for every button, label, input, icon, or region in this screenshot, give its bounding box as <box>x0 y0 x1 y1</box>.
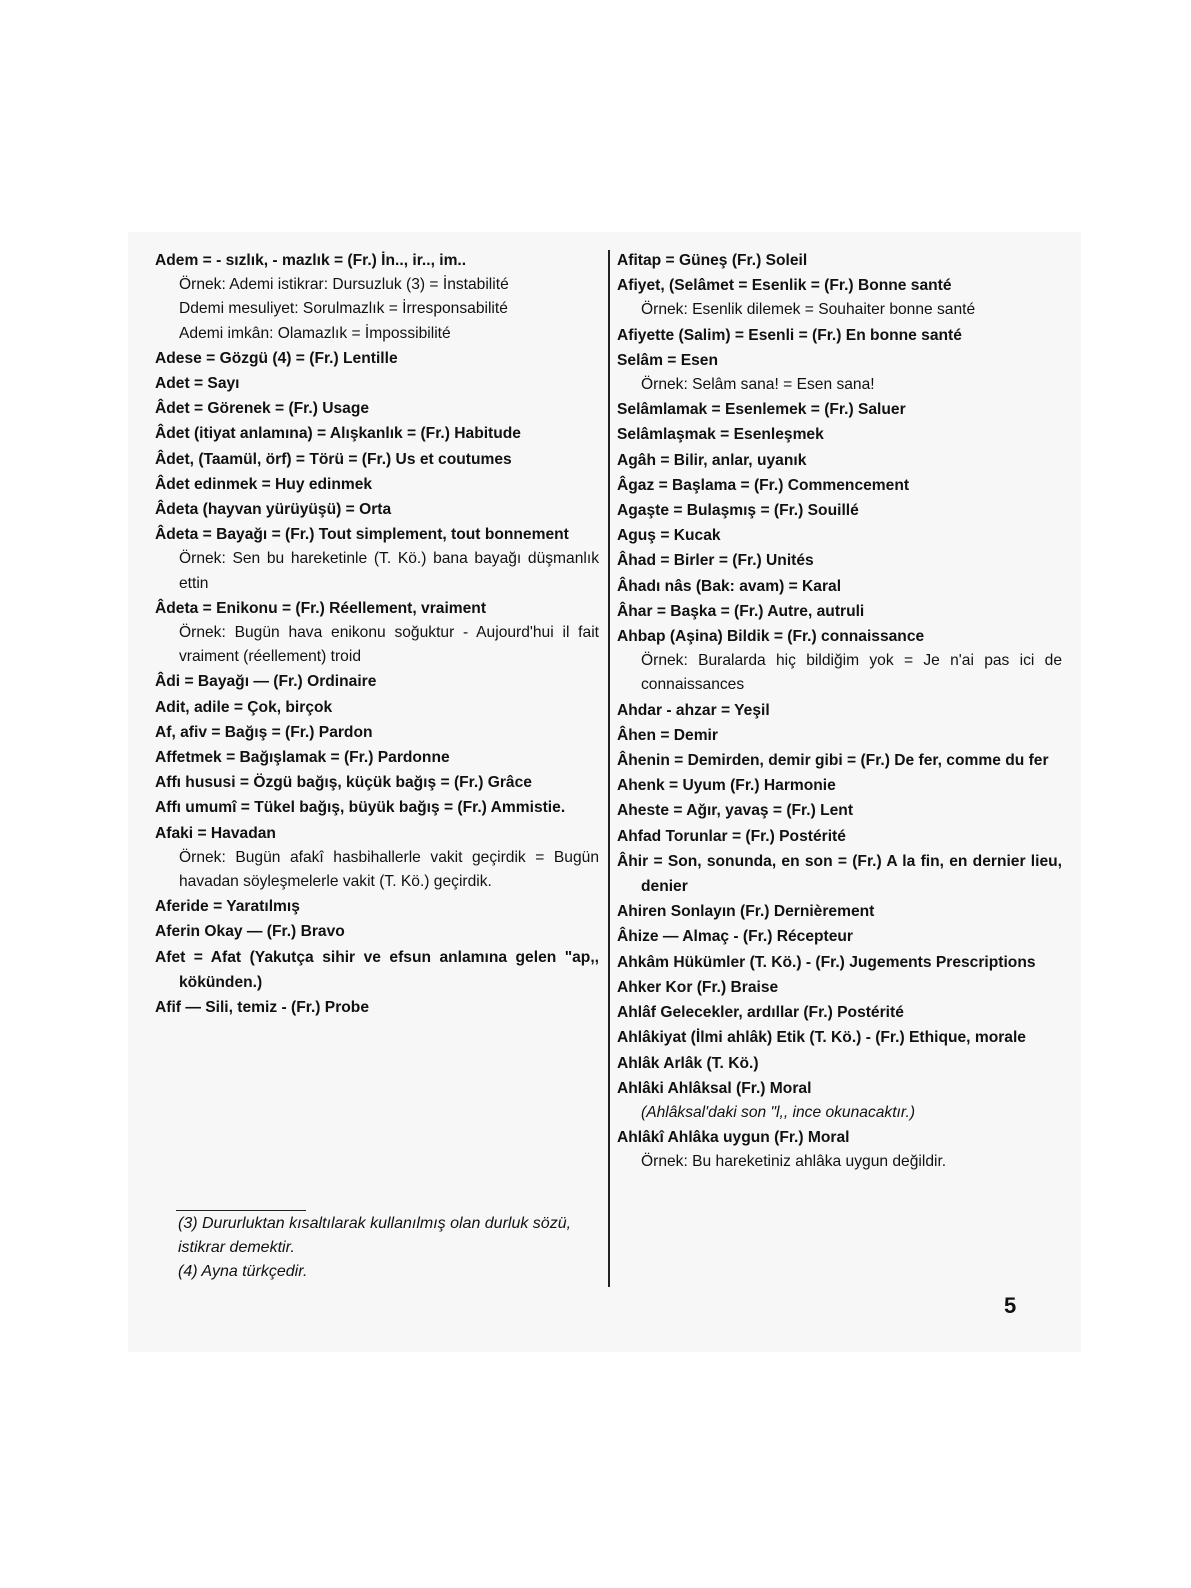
example-text: Örnek: Selâm sana! = Esen sana! <box>641 376 875 394</box>
entry-headword: Âgaz <box>617 476 655 494</box>
entry-definition: = Havadan <box>193 824 276 842</box>
entry-headword: Ahlâkî <box>617 1129 664 1147</box>
example-line <box>155 846 599 894</box>
entry-definition: = Birler = (Fr.) Unités <box>655 552 814 570</box>
dictionary-entry <box>617 397 1062 422</box>
footnote-separator <box>176 1210 306 1211</box>
dictionary-entry <box>155 346 599 371</box>
entry-headword: Selâmlamak <box>617 401 708 419</box>
dictionary-entry <box>617 473 1062 498</box>
dictionary-entry <box>617 899 1062 924</box>
dictionary-entry <box>155 421 599 446</box>
column-divider <box>608 250 610 1287</box>
entry-headword: Ahkâm <box>617 953 669 971</box>
entry-headword: Ahlâk <box>617 1054 660 1072</box>
dictionary-entry <box>155 371 599 396</box>
entry-headword: Affı hususi <box>155 774 236 792</box>
dictionary-entry <box>155 795 599 820</box>
dictionary-entry <box>155 995 599 1020</box>
dictionary-entry <box>155 821 599 846</box>
example-text: Örnek: Esenlik dilemek = Souhaiter bonne santé <box>641 301 976 319</box>
entry-definition: — Sili, temiz - (Fr.) Probe <box>180 999 369 1017</box>
entry-headword: Afiyette <box>617 326 675 344</box>
example-text: Örnek: Buralarda hiç bildiğim yok = Je n'ai pas ici de connaissances <box>641 652 1062 694</box>
entry-headword: Âhize <box>617 928 659 946</box>
dictionary-entry <box>155 447 599 472</box>
entry-definition: = - sızlık, - mazlık = (Fr.) İn.., ir.., im.. <box>198 252 467 269</box>
dictionary-entry <box>617 422 1062 447</box>
dictionary-entry <box>617 1125 1062 1150</box>
dictionary-entry <box>617 624 1062 649</box>
entry-definition: = Görenek = (Fr.) Usage <box>189 400 370 418</box>
example-text: Örnek: Sen bu hareketinle (T. Kö.) bana bayağı düşmanlık ettin <box>179 550 599 592</box>
entry-definition: Hükümler (T. Kö.) - (Fr.) Jugements Prescriptions <box>669 953 1036 971</box>
entry-definition: Ahlâka uygun (Fr.) Moral <box>663 1129 850 1147</box>
entry-headword: Âdeta <box>155 501 199 519</box>
example-text: Örnek: Bu hareketiniz ahlâka uygun değildir. <box>641 1153 947 1171</box>
entry-definition: Kor (Fr.) Braise <box>661 978 779 996</box>
example-text: (Ahlâksal'daki son "l,, ince okunacaktır.) <box>641 1103 916 1121</box>
dictionary-entry <box>617 723 1062 748</box>
entry-definition: = Güneş (Fr.) Soleil <box>661 252 808 269</box>
dictionary-entry <box>617 1051 1062 1076</box>
entry-headword: Agâh <box>617 451 656 469</box>
right-column <box>617 248 1062 1175</box>
entry-headword: Ahlâf <box>617 1004 656 1022</box>
entry-definition: Ahlâksal (Fr.) Moral <box>663 1079 812 1097</box>
entry-definition: (Selâmet = Esenlik = (Fr.) Bonne santé <box>664 277 952 295</box>
entry-definition: = Bayağı — (Fr.) Ordinaire <box>180 673 377 691</box>
dictionary-entry <box>617 574 1062 599</box>
entry-headword: Af, afiv <box>155 723 207 741</box>
example-line <box>617 1101 1062 1125</box>
entry-headword: Âdet <box>155 425 190 443</box>
entry-definition: = Bağış = (Fr.) Pardon <box>207 723 373 741</box>
entry-headword: Afaki <box>155 824 194 842</box>
entry-definition: Gelecekler, ardıllar (Fr.) Postérité <box>655 1004 904 1022</box>
example-line <box>155 322 599 346</box>
entry-definition: (Aşina) Bildik = (Fr.) connaissance <box>665 628 925 646</box>
entry-definition: = Esenleşmek <box>715 426 824 444</box>
dictionary-entry <box>617 824 1062 849</box>
entry-definition: = Ağır, yavaş = (Fr.) Lent <box>669 802 854 820</box>
entry-headword: Adese <box>155 349 202 367</box>
entry-headword: Aferin <box>155 923 201 941</box>
entry-headword: Selâmlaşmak <box>617 426 716 444</box>
entry-headword: Ahenk <box>617 777 665 795</box>
entry-headword: Ahlâkiyat <box>617 1029 687 1047</box>
entry-headword: Ahiren <box>617 903 667 921</box>
entry-headword: Selâm <box>617 351 663 369</box>
entry-headword: Âdet edinmek <box>155 475 258 493</box>
entry-definition: = Çok, birçok <box>229 698 333 716</box>
dictionary-entry <box>617 849 1062 899</box>
entry-headword: Affetmek <box>155 749 222 767</box>
entry-headword: Âdeta <box>155 599 199 617</box>
dictionary-entry <box>617 975 1062 1000</box>
entry-definition: = Bilir, anlar, uyanık <box>655 451 807 469</box>
footnote-4: (4) Ayna türkçedir. <box>178 1263 308 1280</box>
dictionary-entry <box>617 1025 1062 1050</box>
entry-headword: Adit, adile <box>155 698 230 716</box>
entry-headword: Ahdar <box>617 701 663 719</box>
entry-definition: (itiyat anlamına) = Alışkanlık = (Fr.) Habitude <box>189 425 521 443</box>
entry-definition: = Bulaşmış = (Fr.) Souillé <box>669 502 859 520</box>
dictionary-entry <box>617 924 1062 949</box>
entry-headword: Aheste <box>617 802 669 820</box>
entry-definition: = Tükel bağış, büyük bağış = (Fr.) Ammistie. <box>236 799 566 817</box>
entry-headword: Ahker <box>617 978 662 996</box>
entry-definition: (İlmi ahlâk) Etik (T. Kö.) - (Fr.) Ethique, morale <box>686 1029 1026 1047</box>
entry-definition: (hayvan yürüyüşü) = Orta <box>198 501 392 519</box>
example-line <box>155 273 599 297</box>
entry-headword: Âdi <box>155 673 181 691</box>
entry-headword: Âhadı <box>617 577 661 595</box>
dictionary-entry <box>617 698 1062 723</box>
entry-headword: Âdet, <box>155 450 194 468</box>
entry-definition: Torunlar = (Fr.) Postérité <box>661 827 846 845</box>
entry-headword: Aferide <box>155 898 209 916</box>
dictionary-entry <box>155 669 599 694</box>
dictionary-entry <box>617 448 1062 473</box>
entry-definition: = Sayı <box>189 375 240 393</box>
footnotes <box>178 1212 603 1284</box>
entry-definition: Sonlayın (Fr.) Dernièrement <box>666 903 875 921</box>
entry-headword: Adet <box>155 375 190 393</box>
entry-definition: = Son, sonunda, en son = (Fr.) A la fin, en dernier lieu, denier <box>641 852 1062 896</box>
example-line <box>617 1150 1062 1174</box>
entry-headword: Âhen <box>617 726 656 744</box>
dictionary-entry <box>617 548 1062 573</box>
example-line <box>155 297 599 321</box>
dictionary-entry <box>155 770 599 795</box>
entry-headword: Aguş <box>617 527 656 545</box>
dictionary-entry <box>617 798 1062 823</box>
dictionary-entry <box>155 695 599 720</box>
entry-headword: Afif <box>155 999 181 1017</box>
entry-definition: = Başka = (Fr.) Autre, autruli <box>652 602 865 620</box>
entry-headword: Ahbap <box>617 628 666 646</box>
entry-definition: Arlâk (T. Kö.) <box>659 1054 759 1072</box>
entry-headword: Ahlâki <box>617 1079 664 1097</box>
entry-definition: = Uyum (Fr.) Harmonie <box>664 777 836 795</box>
entry-headword: Afiyet, <box>617 277 665 295</box>
example-line <box>155 547 599 595</box>
entry-definition: = Başlama = (Fr.) Commencement <box>654 476 910 494</box>
entry-definition: — Almaç - (Fr.) Récepteur <box>658 928 853 946</box>
entry-definition: nâs (Bak: avam) = Karal <box>660 577 842 595</box>
entry-definition: Okay — (Fr.) Bravo <box>200 923 345 941</box>
page-number: 5 <box>1004 1293 1017 1318</box>
entry-headword: Adem <box>155 252 199 269</box>
dictionary-entry <box>617 348 1062 373</box>
entry-definition: = Gözgü (4) = (Fr.) Lentille <box>201 349 398 367</box>
dictionary-entry <box>617 498 1062 523</box>
entry-headword: Agaşte <box>617 502 669 520</box>
entry-definition: = Esen <box>662 351 718 369</box>
entry-headword: Âdet <box>155 400 190 418</box>
entry-headword: Âhir <box>617 852 649 870</box>
example-text: Örnek: Bugün hava enikonu soğuktur - Aujourd'hui il fait vraiment (réellement) troid <box>179 624 599 666</box>
entry-headword: Âdeta <box>155 526 199 544</box>
example-text: Ademi imkân: Olamazlık = İmpossibilité <box>179 324 451 342</box>
entry-definition: = Esenlemek = (Fr.) Saluer <box>707 401 906 419</box>
example-text: Ddemi mesuliyet: Sorulmazlık = İrresponsabilité <box>179 300 508 318</box>
dictionary-entry <box>617 599 1062 624</box>
dictionary-entry <box>155 745 599 770</box>
entry-definition: (Salim) = Esenli = (Fr.) En bonne santé <box>674 326 962 344</box>
dictionary-entry <box>155 248 599 273</box>
entry-headword: Âhad <box>617 552 656 570</box>
example-text: Örnek: Ademi istikrar: Dursuzluk (3) = İnstabilité <box>179 276 509 294</box>
dictionary-entry <box>617 1000 1062 1025</box>
entry-definition: = Huy edinmek <box>257 475 373 493</box>
entry-headword: Âhar <box>617 602 653 620</box>
entry-definition: - ahzar = Yeşil <box>662 701 770 719</box>
dictionary-entry <box>617 950 1062 975</box>
entry-definition: = Özgü bağış, küçük bağış = (Fr.) Grâce <box>235 774 532 792</box>
entry-definition: = Yaratılmış <box>208 898 300 916</box>
dictionary-entry <box>617 773 1062 798</box>
entry-headword: Affı umumî <box>155 799 237 817</box>
dictionary-entry <box>155 945 599 995</box>
example-line <box>155 621 599 669</box>
dictionary-entry <box>155 472 599 497</box>
dictionary-entry <box>617 523 1062 548</box>
example-text: Örnek: Bugün afakî hasbihallerle vakit geçirdik = Bugün havadan söyleşmelerle vakit (T. Kö.) geçirdik. <box>179 848 599 891</box>
dictionary-entry <box>617 748 1062 773</box>
entry-headword: Afitap <box>617 252 662 269</box>
entry-definition: = Afat (Yakutça sihir ve efsun anlamına gelen "ap,, kökünden.) <box>179 948 599 991</box>
entry-definition: = Kucak <box>655 527 721 545</box>
dictionary-entry <box>617 273 1062 298</box>
dictionary-entry <box>617 248 1062 273</box>
entry-definition: (Taamül, örf) = Törü = (Fr.) Us et coutumes <box>193 450 512 468</box>
dictionary-entry <box>617 323 1062 348</box>
entry-definition: = Demir <box>655 726 718 744</box>
dictionary-entry <box>155 396 599 421</box>
dictionary-entry <box>617 1076 1062 1101</box>
dictionary-entry <box>155 497 599 522</box>
footnote-3: (3) Dururluktan kısaltılarak kullanılmış olan durluk sözü, istikrar demektir. <box>178 1215 572 1256</box>
left-column <box>155 248 599 1020</box>
dictionary-entry <box>155 720 599 745</box>
example-line <box>617 649 1062 697</box>
example-line <box>617 373 1062 397</box>
entry-headword: Ahfad <box>617 827 662 845</box>
dictionary-entry <box>155 919 599 944</box>
dictionary-entry <box>155 894 599 919</box>
entry-definition: = Bayağı = (Fr.) Tout simplement, tout bonnement <box>198 526 569 544</box>
example-line <box>617 298 1062 322</box>
entry-headword: Âhenin <box>617 752 670 770</box>
entry-definition: = Bağışlamak = (Fr.) Pardonne <box>221 749 450 767</box>
dictionary-entry <box>155 522 599 547</box>
dictionary-entry <box>155 596 599 621</box>
entry-headword: Afet <box>155 948 186 966</box>
entry-definition: = Demirden, demir gibi = (Fr.) De fer, comme du fer <box>669 752 1049 770</box>
entry-definition: = Enikonu = (Fr.) Réellement, vraiment <box>198 599 487 617</box>
